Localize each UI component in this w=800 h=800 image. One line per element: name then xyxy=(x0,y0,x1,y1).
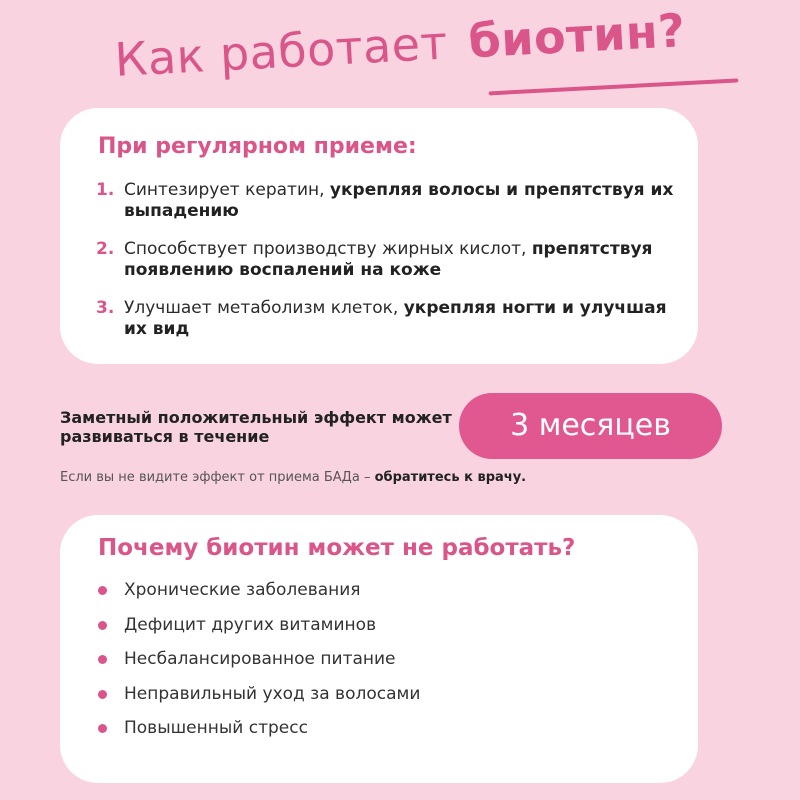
reasons-list xyxy=(98,579,420,752)
benefit-text: Способствует производству жирных кислот, xyxy=(124,239,532,259)
regular-intake-card xyxy=(60,108,698,364)
reason-text: Дефицит других витаминов xyxy=(124,614,377,635)
benefit-item-3 xyxy=(96,298,686,340)
benefit-text: Улучшает метаболизм клеток, xyxy=(124,298,404,318)
reason-item xyxy=(98,579,420,614)
reason-text: Повышенный стресс xyxy=(124,718,308,738)
note-bold-text: обратитесь к врачу. xyxy=(374,470,527,485)
bullet-dot-icon xyxy=(98,621,107,630)
reason-item xyxy=(98,614,420,649)
note-text: Если вы не видите эффект от приема БАДа – xyxy=(60,470,375,485)
benefit-bold-text: препятствуя появлению воспалений на коже xyxy=(124,239,653,280)
bullet-dot-icon xyxy=(98,690,107,699)
benefit-bold-text: укрепляя волосы и препятствуя их выпадению xyxy=(124,180,674,221)
benefit-bold-text: укрепляя ногти и улучшая их вид xyxy=(124,298,667,339)
benefit-item-2 xyxy=(96,239,686,281)
duration-badge: 3 месяцев xyxy=(459,393,722,459)
benefit-number: 1. xyxy=(96,180,115,200)
title-accent: биотин? xyxy=(467,3,687,69)
bullet-dot-icon xyxy=(98,655,107,664)
why-not-card xyxy=(60,515,698,783)
benefit-item-1 xyxy=(96,180,686,222)
title-underline xyxy=(489,78,739,95)
doctor-note xyxy=(60,470,526,485)
benefit-text: Синтезирует кератин, xyxy=(124,180,330,200)
benefit-number: 3. xyxy=(96,298,115,318)
reason-item xyxy=(98,717,420,752)
why-not-heading: Почему биотин может не работать? xyxy=(98,535,576,561)
reason-item xyxy=(98,683,420,718)
reason-item xyxy=(98,648,420,683)
reason-text: Неправильный уход за волосами xyxy=(124,683,421,704)
title-main: Как работает xyxy=(113,15,449,87)
reason-text: Несбалансированное питание xyxy=(124,649,396,669)
bullet-dot-icon xyxy=(98,724,107,733)
reason-text: Хронические заболевания xyxy=(124,580,361,600)
benefits-list xyxy=(96,180,686,357)
effect-text: Заметный положительный эффект может развиваться в течение xyxy=(60,408,452,446)
benefit-number: 2. xyxy=(96,239,115,259)
regular-intake-heading: При регулярном приеме: xyxy=(98,134,417,159)
bullet-dot-icon xyxy=(98,586,107,595)
page-title xyxy=(0,0,800,93)
